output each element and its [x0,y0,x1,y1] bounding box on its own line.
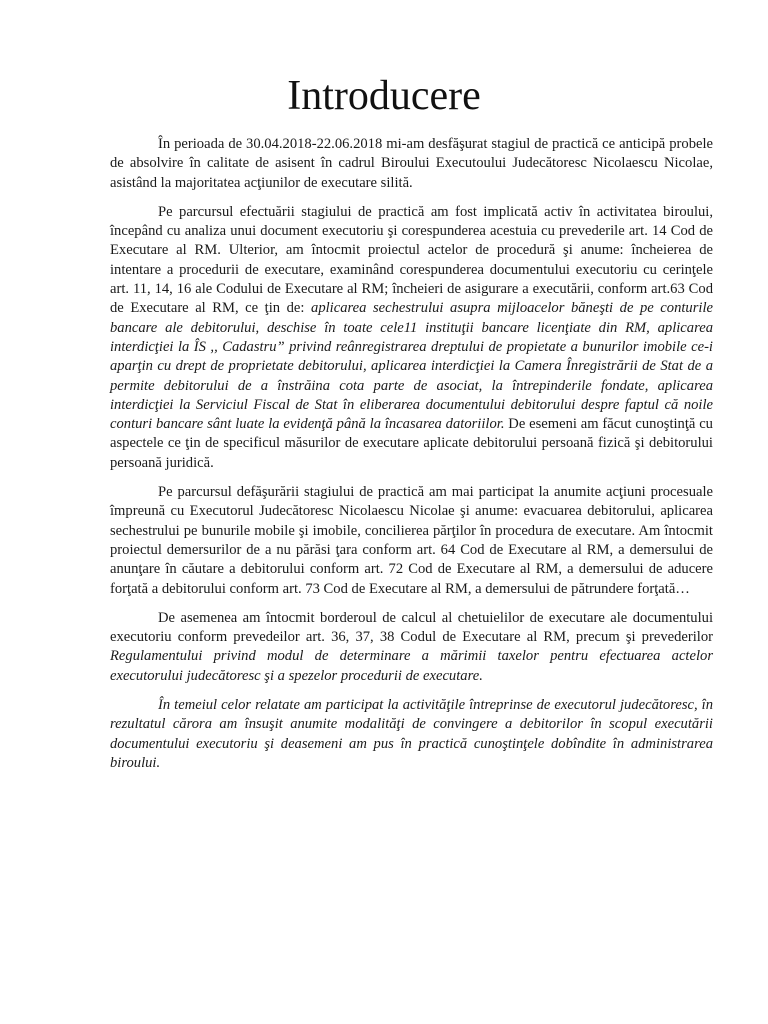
paragraph-5: În temeiul celor relatate am participat la activităţile întreprinse de executorul judecătoresc, în rezultatul cărora am însuşit anumite modalităţi de convingere a debitorilor în scopul executării documentului executoriu şi deasemeni am pus în practică cunoştinţele dobîndite în administrarea biroului. [110,697,713,771]
paragraph-3: Pe parcursul defăşurării stagiului de practică am mai participat la anumite acţiuni procesuale împreună cu Executorul Judecătoresc Nicolaescu Nicolae şi anume: evacuarea debitorului, aplicarea sechestrului pe bunurile mobile şi imobile, concilierea părţilor în procedura de executare. Am întocmit proiectul demersurilor de a nu părăsi ţara conform art. 64 Cod de Executare al RM, a demersului de anunţare în căutare a debitorului conform art. 72 Cod de Executare al RM, a demersului de aducere forţată a debitorului conform art. 73 Cod de Executare al RM, a demersului de pătrundere forţată… [110,484,713,597]
paragraph-2-closing-text: De esemeni am făcut cunoştinţă cu aspectele ce ţin de specificul măsurilor de executare aplicate debitorului persoană fizică şi debitorului persoană juridică. [110,416,713,471]
paragraph-2-italic-text: aplicarea sechestrului asupra mijloacelor băneşti de pe conturile bancare ale debitorului, deschise în toate cele11 instituţii bancare licenţiate din RM, aplicarea interdicţiei la ÎS ,, Cadastru” privind reânregistrarea dreptului de propietate a bunurilor imobile ce-i aparţin cu drept de proprietate debitorului, aplicarea interdicţiei la Camera Înregistrării de Stat de a permite debitorului de a înstrăina cota parte de asociat, la întrepinderile fondate, aplicarea interdicţiei la Serviciul Fiscal de Stat în eliberarea documentului debitorului despre faptul că noile conturi bancare sânt luate la evidenţă până la încasarea datoriilor. [110,300,713,433]
page-title: Introducere [287,73,481,119]
paragraph-4-italic-text: Regulamentului privind modul de determinare a mărimii taxelor pentru efectuarea actelor executorului judecătoresc şi a spezelor procedurii de executare. [110,648,713,684]
paragraph-2-text: Pe parcursul efectuării stagiului de practică am fost implicată activ în activitatea biroului, începând cu analiza unui document executoriu şi corespunderea acestuia cu prevederile art. 14 Cod de Executare al RM. Ulterior, am întocmit proiectul actelor de procedură şi anume: încheierea de intentare a procedurii de executare, examinând corespunderea documentului executoriu cu cerinţele art. 11, 14, 16 ale Codului de Executare al RM; încheieri de asigurare a executării, conform art.63 Cod de Executare al RM, ce ţin de: [110,203,713,317]
paragraph-1: În perioada de 30.04.2018-22.06.2018 mi-am desfăşurat stagiul de practică ce anticipă probele de absolvire în calitate de asisent în cadrul Biroului Executoului Judecătoresc Nicolaescu Nicolae, asistând la majoritatea acţiunilor de executare silită. [110,136,713,191]
paragraph-4-text: De asemenea am întocmit borderoul de calcul al chetuielilor de executare ale documentului executoriu conform prevedeilor art. 36, 37, 38 Codul de Executare al RM, precum şi prevederilor [110,609,713,646]
paragraph-2 [110,203,713,473]
paragraph-4 [110,609,713,686]
document-body [110,135,713,783]
